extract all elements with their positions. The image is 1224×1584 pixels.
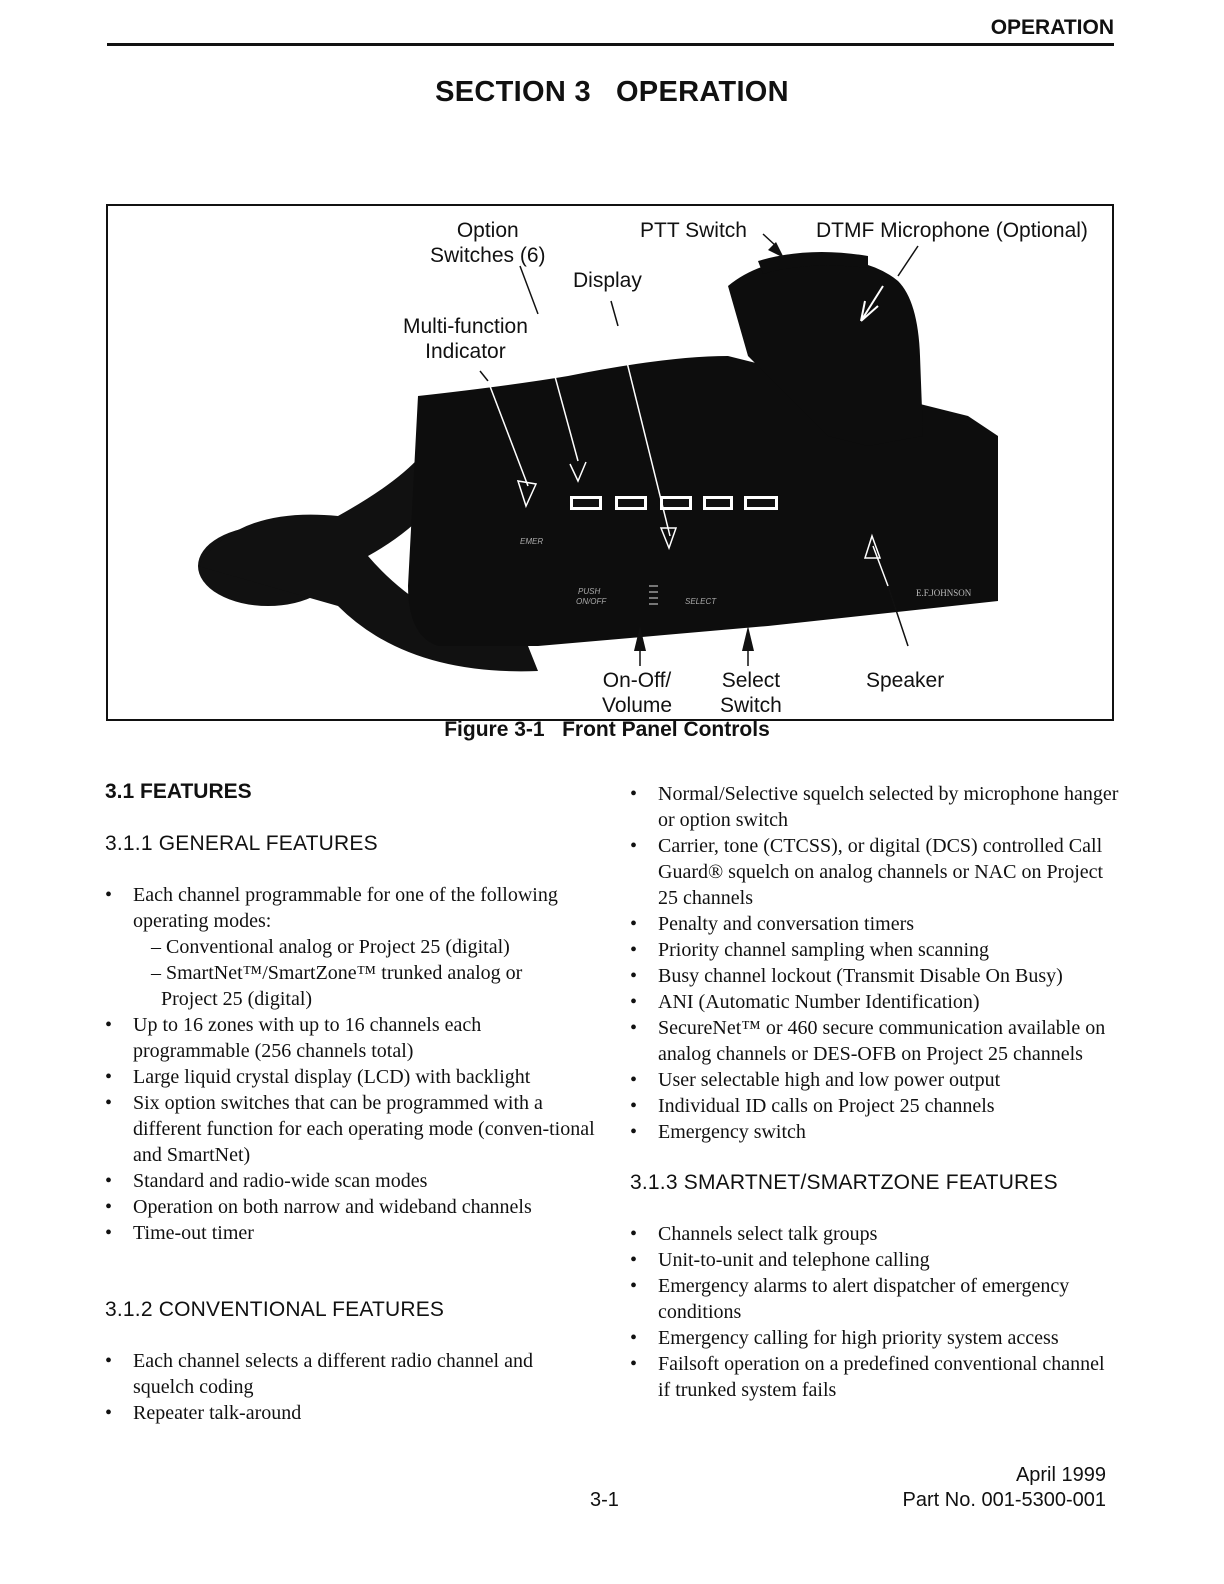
- callout-ptt-switch: PTT Switch: [640, 219, 747, 242]
- push-onoff-label-2: ON/OFF: [576, 597, 607, 606]
- select-knob-label: SELECT: [685, 597, 717, 606]
- list-item: • Individual ID calls on Project 25 channels: [630, 1093, 1120, 1119]
- list-item: • Unit-to-unit and telephone calling: [630, 1247, 1120, 1273]
- smartnet-features-heading: 3.1.3 SMARTNET/SMARTZONE FEATURES: [630, 1171, 1058, 1194]
- left-column: [105, 778, 595, 1426]
- list-item: • Failsoft operation on a predefined conventional channel if trunked system fails: [630, 1351, 1120, 1403]
- list-item: • Large liquid crystal display (LCD) with backlight: [105, 1064, 595, 1090]
- conventional-features-continued-list: [630, 781, 1120, 1145]
- list-item: • Repeater talk-around: [105, 1400, 595, 1426]
- list-item: • Six option switches that can be programmed with a different function for each operating mode (conven-tional and SmartNet): [105, 1090, 595, 1168]
- callout-display: Display: [573, 269, 642, 292]
- list-item: • Operation on both narrow and wideband channels: [105, 1194, 595, 1220]
- section-title: SECTION 3 OPERATION: [435, 76, 789, 108]
- callout-multifunction: Multi-function Indicator: [403, 315, 528, 363]
- conventional-features-list: [105, 1348, 595, 1426]
- list-item: • Time-out timer: [105, 1220, 595, 1246]
- callout-dtmf-mic: DTMF Microphone (Optional): [816, 219, 1088, 242]
- footer-date: April 1999: [1015, 1464, 1106, 1486]
- list-item: • ANI (Automatic Number Identification): [630, 989, 1120, 1015]
- list-item: • SecureNet™ or 460 secure communication available on analog channels or DES-OFB on Project 25 channels: [630, 1015, 1120, 1067]
- list-item: • Emergency alarms to alert dispatcher of emergency conditions: [630, 1273, 1120, 1325]
- list-item: • Each channel programmable for one of the following operating modes: – Conventional analog or Project 25 (digital) – SmartNet™/SmartZone™ trunked analog or Project 25 (digital): [105, 882, 595, 1012]
- callout-option-switches: Option Switches (6): [430, 219, 546, 267]
- running-head: OPERATION: [990, 16, 1114, 39]
- list-item: • Priority channel sampling when scanning: [630, 937, 1120, 963]
- push-onoff-label: PUSH: [578, 587, 601, 596]
- emer-label: EMER: [520, 537, 544, 546]
- option-buttons: [570, 496, 778, 510]
- list-item: • Penalty and conversation timers: [630, 911, 1120, 937]
- list-item: • Channels select talk groups: [630, 1221, 1120, 1247]
- list-item: • Up to 16 zones with up to 16 channels each programmable (256 channels total): [105, 1012, 595, 1064]
- callout-select-switch: Select Switch: [720, 669, 782, 717]
- features-heading: 3.1 FEATURES: [105, 780, 252, 803]
- list-item: • Standard and radio-wide scan modes: [105, 1168, 595, 1194]
- page-number: 3-1: [590, 1489, 619, 1511]
- callout-speaker: Speaker: [866, 669, 945, 692]
- smartnet-features-list: [630, 1221, 1120, 1403]
- header-rule: [107, 43, 1114, 46]
- list-item: • Each channel selects a different radio channel and squelch coding: [105, 1348, 595, 1400]
- list-item: • Busy channel lockout (Transmit Disable On Busy): [630, 963, 1120, 989]
- footer-part-number: Part No. 001-5300-001: [902, 1489, 1106, 1511]
- callout-on-off-volume: On-Off/ Volume: [602, 669, 673, 717]
- radio-body: [408, 252, 998, 646]
- right-column: [630, 781, 1120, 1403]
- brand-label: E.F.JOHNSON: [916, 588, 972, 598]
- conventional-features-heading: 3.1.2 CONVENTIONAL FEATURES: [105, 1298, 445, 1321]
- general-features-list: [105, 882, 595, 1246]
- figure-front-panel: [106, 204, 1114, 721]
- list-item: • Normal/Selective squelch selected by microphone hanger or option switch: [630, 781, 1120, 833]
- list-item: • Emergency calling for high priority system access: [630, 1325, 1120, 1351]
- list-item: • Emergency switch: [630, 1119, 1120, 1145]
- list-item: • User selectable high and low power output: [630, 1067, 1120, 1093]
- figure-caption: Figure 3-1 Front Panel Controls: [444, 718, 770, 741]
- list-item: • Carrier, tone (CTCSS), or digital (DCS) controlled Call Guard® squelch on analog channels or NAC on Project 25 channels: [630, 833, 1120, 911]
- general-features-heading: 3.1.1 GENERAL FEATURES: [105, 832, 378, 855]
